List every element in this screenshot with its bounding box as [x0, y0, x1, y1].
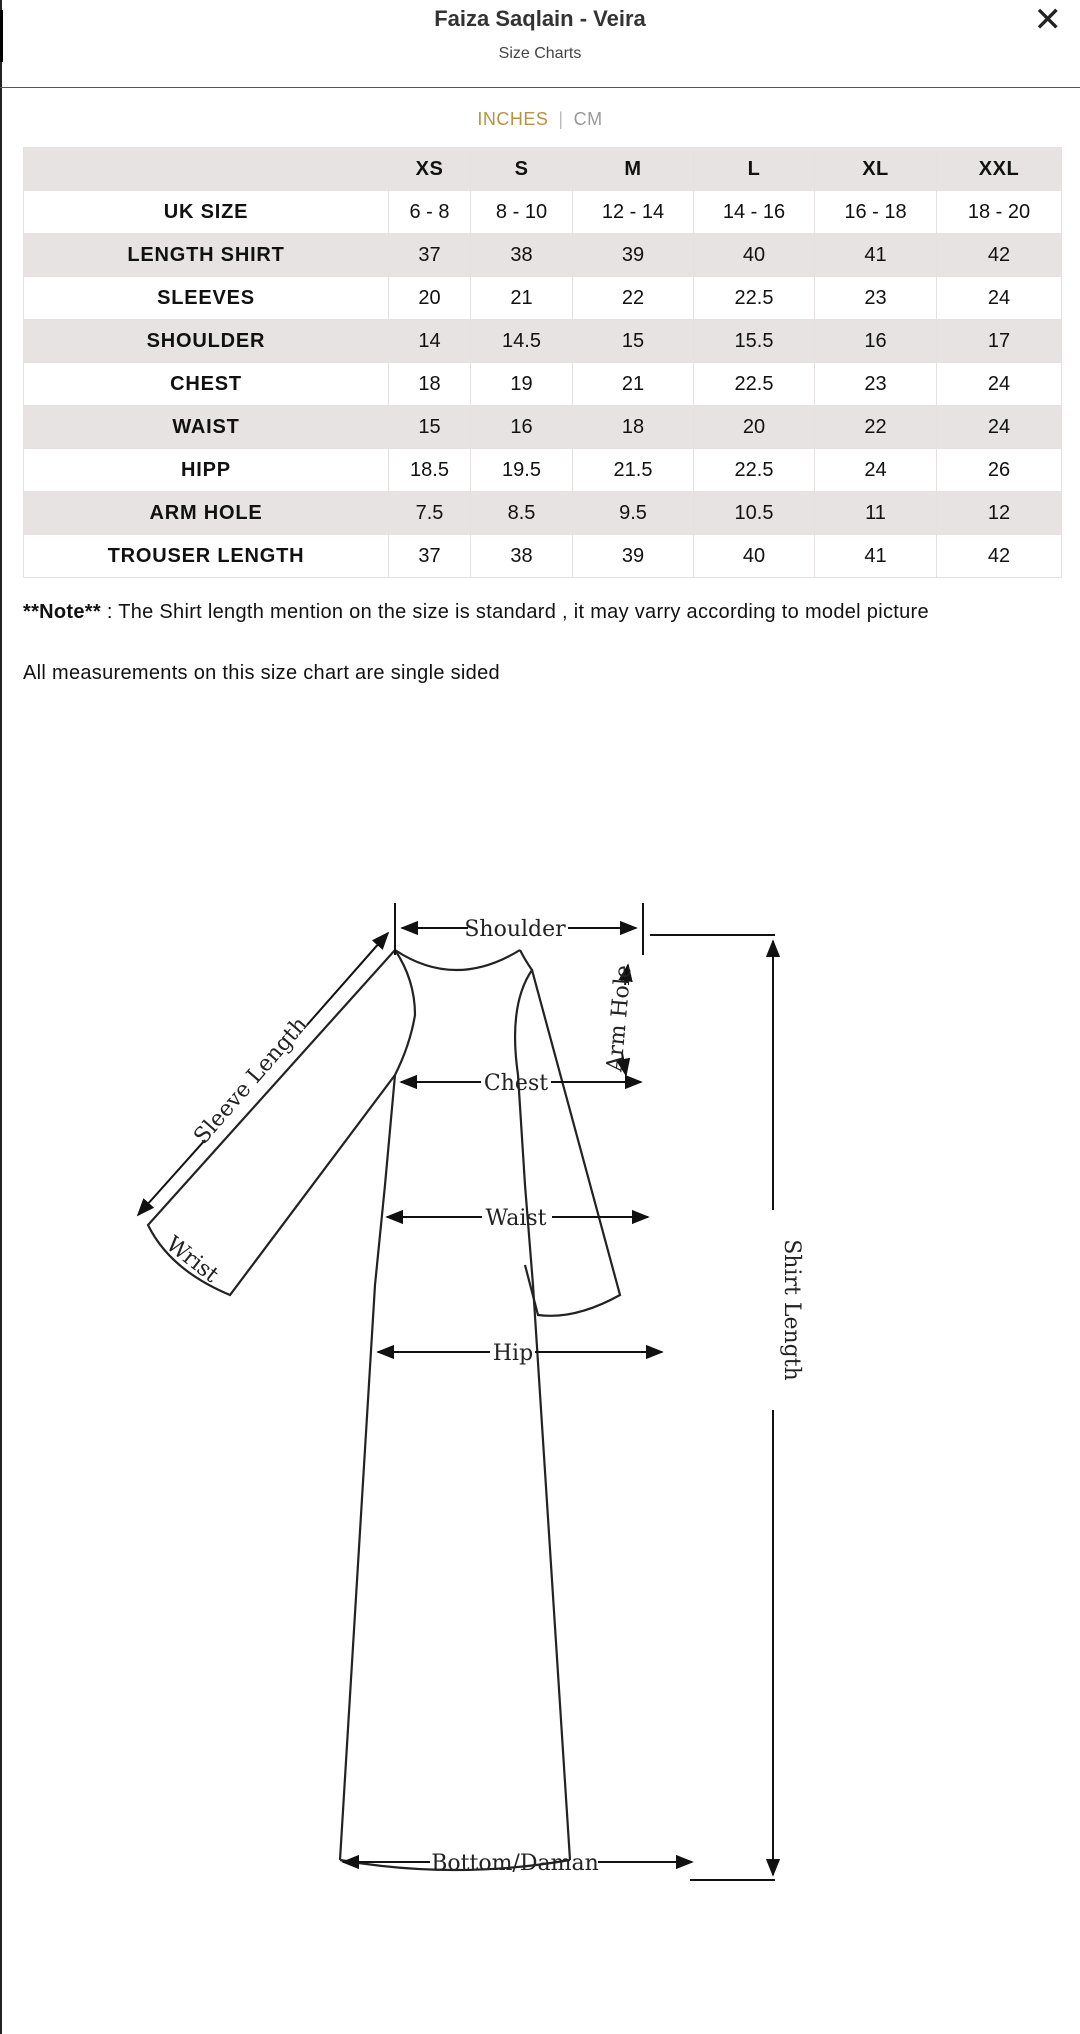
sleeve-length-label: Sleeve Length	[189, 1012, 313, 1150]
table-row	[24, 191, 1062, 234]
row-label: UK SIZE	[24, 191, 389, 234]
table-cell: 11	[815, 492, 937, 535]
arm-hole-label: Arm Hole	[602, 964, 637, 1073]
shoulder-label: Shoulder	[464, 917, 566, 942]
unit-separator: |	[558, 109, 564, 129]
size-chart-table	[23, 147, 1062, 578]
table-cell: 38	[471, 535, 573, 578]
table-cell: 18	[389, 363, 471, 406]
row-label: TROUSER LENGTH	[24, 535, 389, 578]
table-cell: 24	[815, 449, 937, 492]
sleeve-arrow-bottom	[138, 1140, 205, 1215]
table-cell: 15	[389, 406, 471, 449]
table-cell: 24	[937, 277, 1062, 320]
table-cell: 21.5	[573, 449, 694, 492]
wrist-label: Wrist	[160, 1231, 224, 1288]
table-cell: 14 - 16	[694, 191, 815, 234]
table-cell: 22.5	[694, 449, 815, 492]
table-cell: 7.5	[389, 492, 471, 535]
table-cell: 42	[937, 535, 1062, 578]
table-cell: 22	[815, 406, 937, 449]
measurement-note: All measurements on this size chart are single sided	[23, 662, 500, 684]
table-header-cell: L	[694, 148, 815, 191]
table-cell: 17	[937, 320, 1062, 363]
table-cell: 26	[937, 449, 1062, 492]
table-cell: 22.5	[694, 363, 815, 406]
row-label: CHEST	[24, 363, 389, 406]
table-cell: 16	[471, 406, 573, 449]
table-cell: 12	[937, 492, 1062, 535]
table-cell: 37	[389, 535, 471, 578]
page-title: Faiza Saqlain - Veira	[434, 6, 646, 31]
table-cell: 18	[573, 406, 694, 449]
table-cell: 21	[471, 277, 573, 320]
table-cell: 39	[573, 535, 694, 578]
table-cell: 40	[694, 535, 815, 578]
row-label: HIPP	[24, 449, 389, 492]
shirt-length-note	[23, 601, 929, 624]
table-cell: 8 - 10	[471, 191, 573, 234]
unit-cm-button[interactable]: CM	[573, 109, 603, 129]
sleeve-arrow-top	[307, 933, 388, 1025]
table-cell: 15	[573, 320, 694, 363]
table-row	[24, 234, 1062, 277]
chest-label: Chest	[483, 1071, 549, 1096]
table-row	[24, 535, 1062, 578]
table-row	[24, 406, 1062, 449]
table-cell: 41	[815, 234, 937, 277]
row-label: WAIST	[24, 406, 389, 449]
table-cell: 40	[694, 234, 815, 277]
table-row	[24, 320, 1062, 363]
left-edge-border	[0, 0, 2, 2034]
table-header-row	[24, 148, 1062, 191]
row-label: SHOULDER	[24, 320, 389, 363]
neckline-shape	[395, 950, 520, 970]
note-text: : The Shirt length mention on the size is standard , it may varry according to model picture	[100, 601, 929, 623]
bottom-daman-label: Bottom/Daman	[431, 1851, 599, 1876]
table-cell: 20	[389, 277, 471, 320]
table-cell: 10.5	[694, 492, 815, 535]
table-cell: 12 - 14	[573, 191, 694, 234]
table-cell: 14.5	[471, 320, 573, 363]
table-header-cell: XXL	[937, 148, 1062, 191]
waist-label: Waist	[485, 1206, 547, 1231]
shirt-length-label: Shirt Length	[779, 1239, 804, 1381]
table-row	[24, 449, 1062, 492]
unit-inches-button[interactable]: INCHES	[477, 109, 549, 129]
table-cell: 23	[815, 277, 937, 320]
table-cell: 21	[573, 363, 694, 406]
table-cell: 38	[471, 234, 573, 277]
table-cell: 24	[937, 406, 1062, 449]
table-header-cell: XS	[389, 148, 471, 191]
table-cell: 18.5	[389, 449, 471, 492]
table-cell: 8.5	[471, 492, 573, 535]
row-label: SLEEVES	[24, 277, 389, 320]
table-cell: 16	[815, 320, 937, 363]
table-cell: 14	[389, 320, 471, 363]
table-cell: 15.5	[694, 320, 815, 363]
table-cell: 41	[815, 535, 937, 578]
table-cell: 18 - 20	[937, 191, 1062, 234]
table-header-cell: XL	[815, 148, 937, 191]
table-header-cell	[24, 148, 389, 191]
table-cell: 24	[937, 363, 1062, 406]
table-row	[24, 363, 1062, 406]
table-cell: 9.5	[573, 492, 694, 535]
table-cell: 19.5	[471, 449, 573, 492]
row-label: LENGTH SHIRT	[24, 234, 389, 277]
table-header-cell: S	[471, 148, 573, 191]
table-cell: 37	[389, 234, 471, 277]
close-icon[interactable]: ✕	[1033, 1, 1062, 39]
measurement-arrows	[138, 903, 775, 1880]
table-cell: 39	[573, 234, 694, 277]
table-cell: 42	[937, 234, 1062, 277]
dress-outline	[148, 950, 645, 1870]
table-row	[24, 492, 1062, 535]
note-prefix: **Note**	[23, 601, 101, 623]
unit-toggle	[0, 109, 1080, 130]
table-cell: 19	[471, 363, 573, 406]
hip-label: Hip	[492, 1341, 534, 1366]
page-subtitle: Size Charts	[498, 45, 582, 62]
modal-header	[0, 0, 1080, 88]
table-cell: 22	[573, 277, 694, 320]
row-label: ARM HOLE	[24, 492, 389, 535]
dress-measurement-diagram	[130, 895, 804, 1905]
table-header-cell: M	[573, 148, 694, 191]
left-body-shape	[340, 950, 415, 1860]
table-cell: 20	[694, 406, 815, 449]
table-cell: 6 - 8	[389, 191, 471, 234]
table-cell: 16 - 18	[815, 191, 937, 234]
table-cell: 23	[815, 363, 937, 406]
table-cell: 22.5	[694, 277, 815, 320]
table-row	[24, 277, 1062, 320]
